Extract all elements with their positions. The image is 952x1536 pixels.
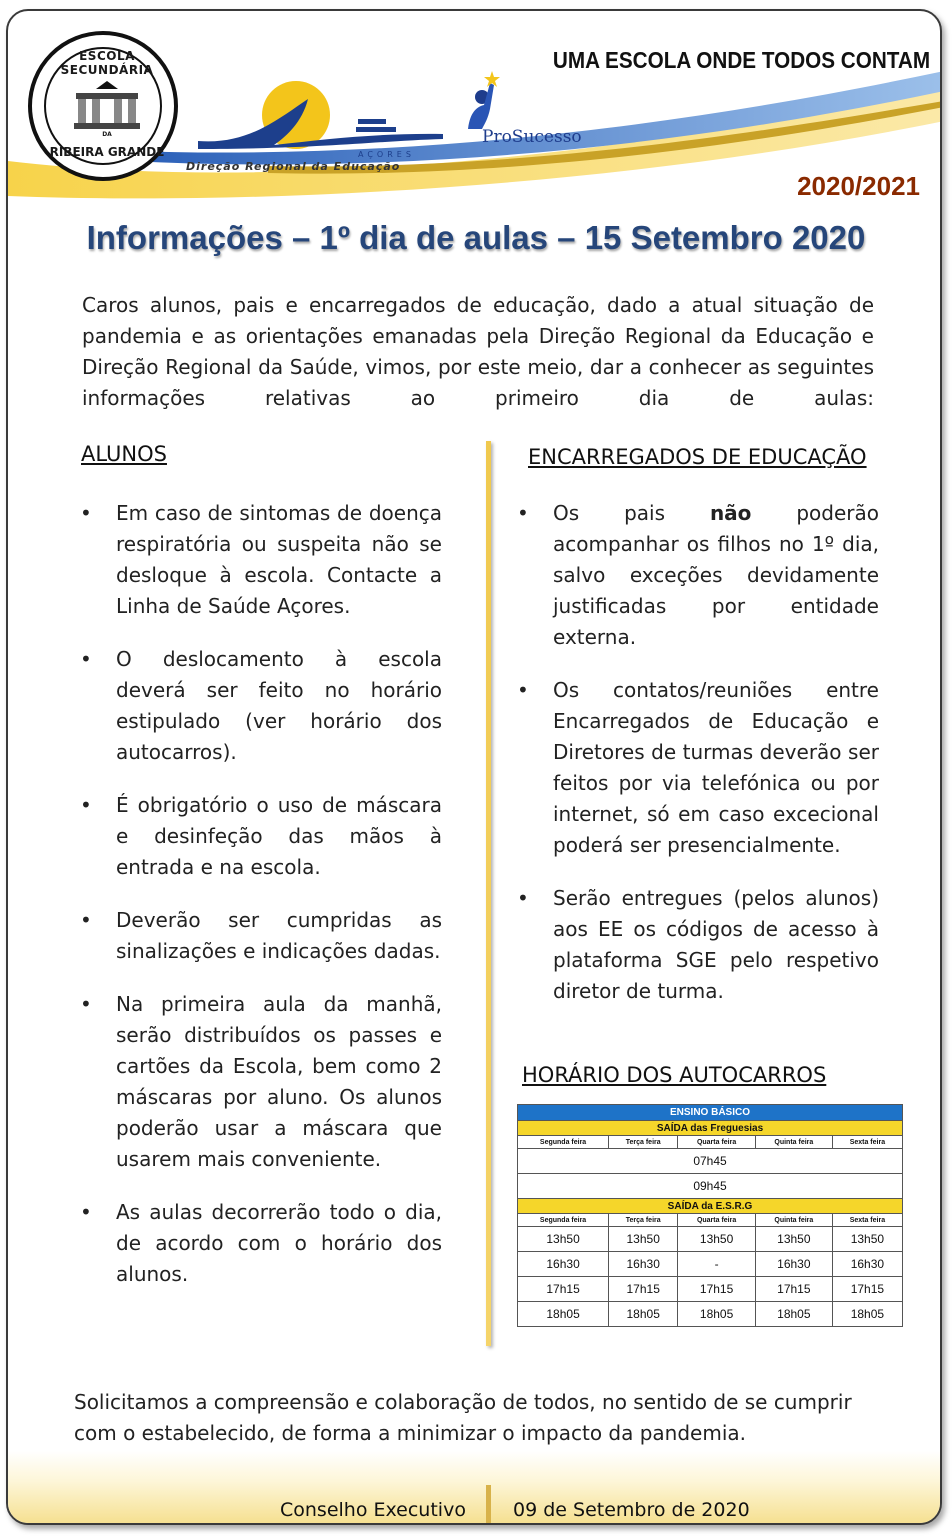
intro-paragraph: Caros alunos, pais e encarregados de educação, dado a atual situação de pandemia e as orientações emanadas pela Direção Regional da Educação e Direção Regional da Saúde, vimos, por este meio, dar a conhecer as seguintes informações relativas ao primeiro dia de aulas: — [82, 293, 874, 410]
table-row — [518, 1277, 903, 1302]
list-item: • Na primeira aula da manhã, serão distribuídos os passes e cartões da Escola, bem como 2 máscaras por aluno. Os alunos poderão usar a máscara que usarem mais conveniente. — [80, 989, 442, 1175]
list-item: • Deverão ser cumpridas as sinalizações e indicações dadas. — [80, 905, 442, 967]
time-cell: 18h05 — [518, 1302, 609, 1327]
table-row — [518, 1121, 903, 1136]
list-item: • O deslocamento à escola deverá ser feito no horário estipulado (ver horário dos autocarros). — [80, 644, 442, 768]
day-header: Quinta feira — [755, 1214, 832, 1227]
bullet-icon: • — [80, 992, 92, 1016]
time-cell: 16h30 — [518, 1252, 609, 1277]
time-cell: 07h45 — [518, 1149, 903, 1174]
table-row — [518, 1136, 903, 1149]
departure-header: SAÍDA da E.S.R.G — [518, 1199, 903, 1214]
list-item: • Os contatos/reuniões entre Encarregados de Educação e Diretores de turmas deverão ser feitos por via telefónica ou por internet, só em caso excecional poderá ser presencialmente. — [517, 675, 879, 861]
table-row — [518, 1227, 903, 1252]
time-cell: 13h50 — [678, 1227, 756, 1252]
footer-signature: Conselho Executivo — [280, 1499, 466, 1521]
time-cell: 17h15 — [832, 1277, 902, 1302]
school-motto: UMA ESCOLA ONDE TODOS CONTAM — [552, 47, 930, 73]
encarregados-list — [517, 498, 879, 1029]
time-cell: 18h05 — [832, 1302, 902, 1327]
day-header: Quarta feira — [678, 1136, 756, 1149]
table-row — [518, 1252, 903, 1277]
time-cell: 17h15 — [609, 1277, 678, 1302]
bus-schedule-table — [517, 1104, 903, 1327]
drec-caption: Direção Regional da Educação — [186, 160, 401, 173]
drec-acores: AÇORES — [358, 150, 415, 159]
day-header: Terça feira — [609, 1214, 678, 1227]
table-row — [518, 1105, 903, 1121]
footer-date: 09 de Setembro de 2020 — [513, 1499, 750, 1521]
time-cell: 17h15 — [518, 1277, 609, 1302]
table-row — [518, 1174, 903, 1199]
table-row — [518, 1149, 903, 1174]
table-row — [518, 1214, 903, 1227]
drec-logo — [178, 79, 448, 159]
time-cell: - — [678, 1252, 756, 1277]
table-row — [518, 1302, 903, 1327]
bus-schedule-heading: HORÁRIO DOS AUTOCARROS — [522, 1063, 827, 1087]
bullet-icon: • — [80, 647, 92, 671]
list-item: • Os pais não poderão acompanhar os filhos no 1º dia, salvo exceções devidamente justificadas por entidade externa. — [517, 498, 879, 653]
time-cell: 17h15 — [678, 1277, 756, 1302]
bullet-icon: • — [517, 678, 529, 702]
day-header: Quarta feira — [678, 1214, 756, 1227]
seal-da: DA — [102, 131, 112, 138]
time-cell: 16h30 — [755, 1252, 832, 1277]
school-year: 2020/2021 — [797, 171, 920, 201]
time-cell: 09h45 — [518, 1174, 903, 1199]
list-item: • É obrigatório o uso de máscara e desinfeção das mãos à entrada e na escola. — [80, 790, 442, 883]
footer-divider — [486, 1485, 491, 1525]
departure-header: SAÍDA das Freguesias — [518, 1121, 903, 1136]
closing-paragraph: Solicitamos a compreensão e colaboração de todos, no sentido de se cumprir com o estabelecido, de forma a minimizar o impacto da pandemia. — [74, 1390, 852, 1445]
day-header: Segunda feira — [518, 1214, 609, 1227]
alunos-list — [80, 498, 442, 1312]
time-cell: 18h05 — [609, 1302, 678, 1327]
time-cell: 18h05 — [678, 1302, 756, 1327]
encarregados-heading: ENCARREGADOS DE EDUCAÇÃO — [528, 445, 867, 469]
prosucesso-logo-icon — [454, 63, 514, 133]
seal-name-bottom: RIBEIRA GRANDE — [49, 145, 165, 159]
time-cell: 17h15 — [755, 1277, 832, 1302]
list-item: • As aulas decorrerão todo o dia, de acordo com o horário dos alunos. — [80, 1197, 442, 1290]
seal-name-top: ESCOLA SECUNDÁRIA — [60, 49, 154, 77]
time-cell: 13h50 — [518, 1227, 609, 1252]
school-building-icon — [70, 79, 144, 131]
prosucesso-label: ProSucesso — [482, 127, 582, 147]
bullet-icon: • — [517, 886, 529, 910]
list-item: • Serão entregues (pelos alunos) aos EE os códigos de acesso à plataforma SGE pelo respetivo diretor de turma. — [517, 883, 879, 1007]
time-cell: 16h30 — [609, 1252, 678, 1277]
time-cell: 16h30 — [832, 1252, 902, 1277]
day-header: Terça feira — [609, 1136, 678, 1149]
bullet-icon: • — [80, 501, 92, 525]
day-header: Sexta feira — [832, 1214, 902, 1227]
day-header: Segunda feira — [518, 1136, 609, 1149]
school-seal — [28, 31, 178, 181]
time-cell: 13h50 — [755, 1227, 832, 1252]
list-item: • Em caso de sintomas de doença respiratória ou suspeita não se desloque à escola. Contacte a Linha de Saúde Açores. — [80, 498, 442, 622]
alunos-heading: ALUNOS — [81, 442, 167, 466]
document-frame — [6, 9, 942, 1525]
footer-band — [8, 1451, 942, 1525]
table-row — [518, 1199, 903, 1214]
column-divider — [486, 441, 491, 1346]
day-header: Sexta feira — [832, 1136, 902, 1149]
time-cell: 13h50 — [832, 1227, 902, 1252]
bullet-icon: • — [80, 908, 92, 932]
bullet-icon: • — [80, 1200, 92, 1224]
bullet-icon: • — [517, 501, 529, 525]
level-header: ENSINO BÁSICO — [518, 1105, 903, 1121]
day-header: Quinta feira — [755, 1136, 832, 1149]
bullet-icon: • — [80, 793, 92, 817]
time-cell: 13h50 — [609, 1227, 678, 1252]
page-title: Informações – 1º dia de aulas – 15 Setembro 2020 — [86, 219, 866, 256]
time-cell: 18h05 — [755, 1302, 832, 1327]
